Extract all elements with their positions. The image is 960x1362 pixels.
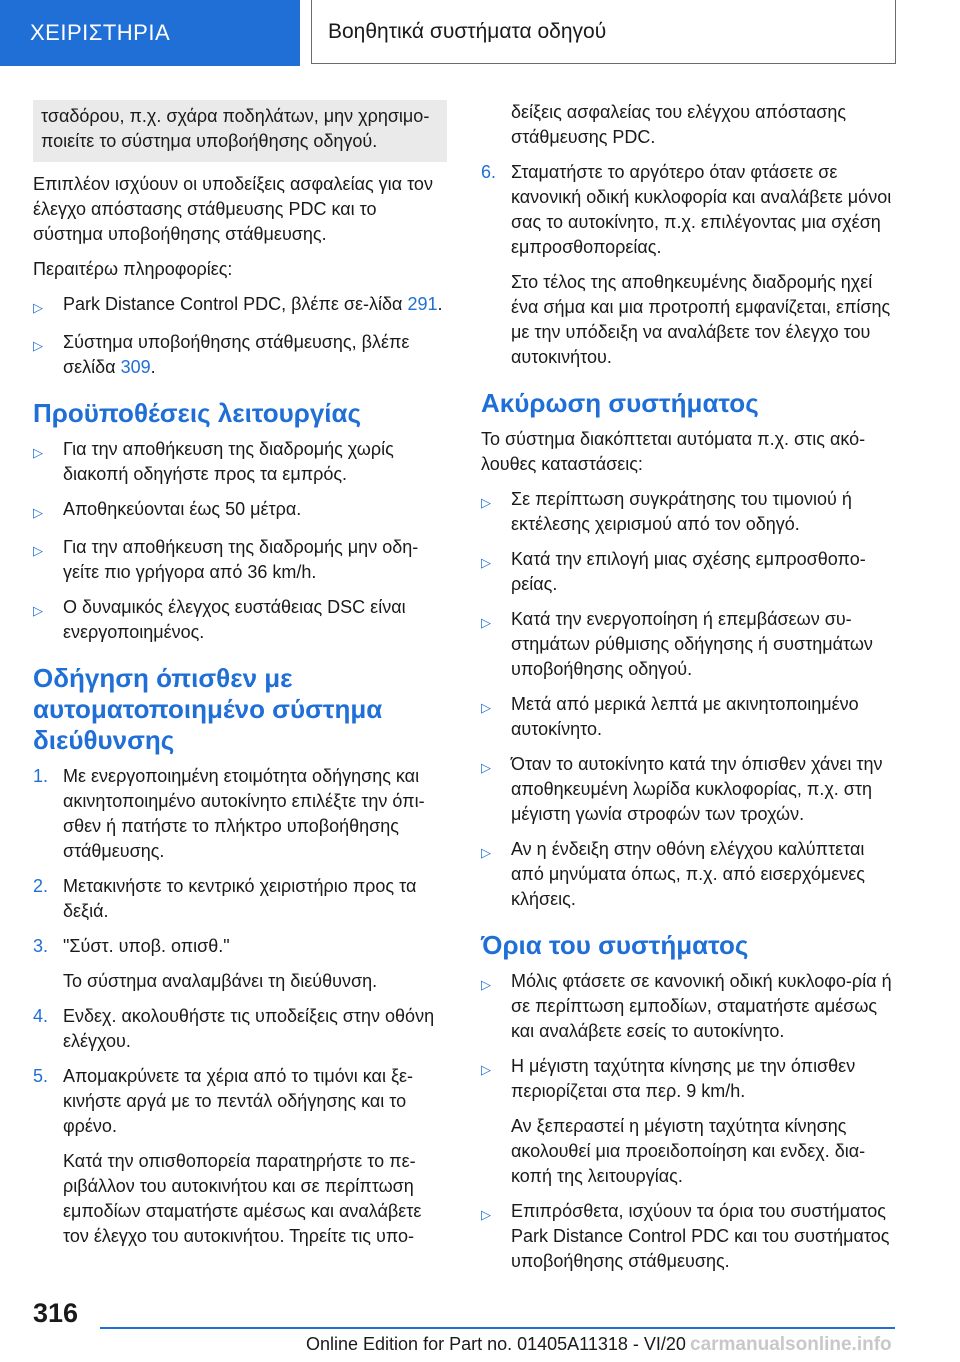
step-text: Σταματήστε το αργότερο όταν φτάσετε σε κανονική οδική κυκλοφορία και αναλάβετε μόνοι σας το αυτοκίνητο, π.χ. επιλέγοντας μια σχέση εμπροσθοπορείας. xyxy=(511,162,892,257)
paragraph: Το σύστημα διακόπτεται αυτόματα π.χ. στις ακό-λουθες καταστάσεις: xyxy=(481,429,866,474)
step-text: Με ενεργοποιημένη ετοιμότητα οδήγησης και ακινητοποιημένο αυτοκίνητο επιλέξτε την όπι-σθεν ή πατήστε το πλήκτρο υποβοήθησης στάθμευσης. xyxy=(63,766,425,861)
step-subtext: Κατά την οπισθοπορεία παρατηρήστε το πε-ριβάλλον του αυτοκινήτου και σε περίπτωση εμποδίων σταματήστε αμέσως και αναλάβετε τον έλεγχο του αυτοκινήτου. Τηρείτε τις υπο- xyxy=(63,1151,422,1246)
step-number: 2. xyxy=(33,876,49,896)
list-item-end: . xyxy=(150,357,156,377)
list-item-subtext: Αν ξεπεραστεί η μέγιστη ταχύτητα κίνησης ακολουθεί μια προειδοποίηση και ενδεχ. δια-κοπή της λειτουργίας. xyxy=(511,1116,866,1186)
heading-limits: Όρια του συστήματος xyxy=(481,930,749,960)
step-item xyxy=(481,160,895,370)
triangle-right-icon: ▷ xyxy=(33,300,43,315)
list-item xyxy=(481,487,895,537)
step-number: 6. xyxy=(481,162,497,182)
list-item xyxy=(33,437,447,487)
list-item-text: Κατά την επιλογή μιας σχέσης εμπροσθοπο-ρείας. xyxy=(511,549,866,594)
step-text: "Σύστ. υποβ. οπισθ." xyxy=(63,936,230,956)
list-item-end: . xyxy=(437,294,443,314)
step-subtext: Στο τέλος της αποθηκευμένης διαδρομής ηχεί ένα σήμα και μια προτροπή εμφανίζεται, επίσης με την υπόδειξη να αναλάβετε τον έλεγχο του αυτοκινήτου. xyxy=(511,272,891,367)
step-subtext: Το σύστημα αναλαμβάνει τη διεύθυνση. xyxy=(63,971,378,991)
list-item-text: Αν η ένδειξη στην οθόνη ελέγχου καλύπτεται από μηνύματα όπως, π.χ. από εισερχόμενες κλήσεις. xyxy=(511,839,865,909)
list-item xyxy=(33,595,447,645)
step-item xyxy=(33,1064,447,1249)
page-header xyxy=(0,0,960,66)
list-item-text: Όταν το αυτοκίνητο κατά την όπισθεν χάνει την αποθηκευμένη λωρίδα κυκλοφορίας, π.χ. στη μέγιστη γωνία στροφών των τροχών. xyxy=(511,754,883,824)
triangle-right-icon: ▷ xyxy=(33,505,43,520)
page-link[interactable]: 309 xyxy=(120,357,151,377)
triangle-right-icon: ▷ xyxy=(481,1062,491,1077)
step-item xyxy=(33,764,447,864)
step-continuation xyxy=(481,100,895,150)
list-item-text: Επιπρόσθετα, ισχύουν τα όρια του συστήματος Park Distance Control PDC και του συστήματος υποβοήθησης στάθμευσης. xyxy=(511,1201,890,1271)
triangle-right-icon: ▷ xyxy=(481,495,491,510)
list-item xyxy=(481,837,895,912)
list-item xyxy=(481,1199,895,1274)
warning-note: τσαδόρου, π.χ. σχάρα ποδηλάτων, μην χρησιμο-ποιείτε το σύστημα υποβοήθησης οδηγού. xyxy=(33,100,447,162)
right-column xyxy=(481,100,895,1284)
paragraph: Περαιτέρω πληροφορίες: xyxy=(33,259,233,279)
list-item-text: Μετά από μερικά λεπτά με ακινητοποιημένο αυτοκίνητο. xyxy=(511,694,859,739)
list-item-text: Ο δυναμικός έλεγχος ευστάθειας DSC είναι ενεργοποιημένος. xyxy=(63,597,406,642)
step-item xyxy=(33,934,447,994)
list-item-text: Σε περίπτωση συγκράτησης του τιμονιού ή εκτέλεσης χειρισμού από τον οδηγό. xyxy=(511,489,852,534)
left-column xyxy=(33,100,447,1259)
list-item xyxy=(481,607,895,682)
triangle-right-icon: ▷ xyxy=(481,700,491,715)
list-item-text: Σύστημα υποβοήθησης στάθμευσης, βλέπε σελίδα xyxy=(63,332,410,377)
triangle-right-icon: ▷ xyxy=(481,1207,491,1222)
triangle-right-icon: ▷ xyxy=(33,543,43,558)
list-item xyxy=(33,535,447,585)
step-number: 5. xyxy=(33,1066,49,1086)
triangle-right-icon: ▷ xyxy=(481,977,491,992)
list-item-text: Για την αποθήκευση της διαδρομής μην οδη-γείτε πιο γρήγορα από 36 km/h. xyxy=(63,537,419,582)
page-number: 316 xyxy=(33,1298,79,1328)
list-item-text: Αποθηκεύονται έως 50 μέτρα. xyxy=(63,499,302,519)
section-title: Βοηθητικά συστήματα οδηγού xyxy=(311,0,896,64)
list-item xyxy=(481,547,895,597)
triangle-right-icon: ▷ xyxy=(481,615,491,630)
page-link[interactable]: 291 xyxy=(407,294,438,314)
step-item xyxy=(33,874,447,924)
heading-cancel: Ακύρωση συστήματος xyxy=(481,388,759,418)
step-number: 1. xyxy=(33,766,49,786)
list-item xyxy=(481,969,895,1044)
heading-prerequisites: Προϋποθέσεις λειτουργίας xyxy=(33,398,362,428)
paragraph: Επιπλέον ισχύουν οι υποδείξεις ασφαλείας για τον έλεγχο απόστασης στάθμευσης PDC και το σύστημα υποβοήθησης στάθμευσης. xyxy=(33,174,433,244)
list-item-text: Για την αποθήκευση της διαδρομής χωρίς διακοπή οδηγήστε προς τα εμπρός. xyxy=(63,439,394,484)
step-text: Ενδεχ. ακολουθήστε τις υποδείξεις στην οθόνη ελέγχου. xyxy=(63,1006,435,1051)
list-item xyxy=(33,497,447,525)
step-number: 4. xyxy=(33,1006,49,1026)
list-item-text: Η μέγιστη ταχύτητα κίνησης με την όπισθεν περιορίζεται στα περ. 9 km/h. xyxy=(511,1056,856,1101)
triangle-right-icon: ▷ xyxy=(33,603,43,618)
list-item-text: Park Distance Control PDC, βλέπε σε-λίδα xyxy=(63,294,408,314)
list-item-text: Μόλις φτάσετε σε κανονική οδική κυκλοφο-ρία ή σε περίπτωση εμποδίων, σταματήστε αμέσως και αναλάβετε εσείς το αυτοκίνητο. xyxy=(511,971,892,1041)
edition-info: Online Edition for Part no. 01405A11318 - VI/20 xyxy=(306,1334,686,1354)
step-text: Μετακινήστε το κεντρικό χειριστήριο προς τα δεξιά. xyxy=(63,876,417,921)
list-item xyxy=(33,292,447,320)
triangle-right-icon: ▷ xyxy=(481,760,491,775)
list-item xyxy=(481,1054,895,1189)
triangle-right-icon: ▷ xyxy=(33,338,43,353)
step-number: 3. xyxy=(33,936,49,956)
step-text: δείξεις ασφαλείας του ελέγχου απόστασης στάθμευσης PDC. xyxy=(511,102,847,147)
list-item xyxy=(481,692,895,742)
heading-reverse-driving: Οδήγηση όπισθεν με αυτοματοποιημένο σύστημα διεύθυνσης xyxy=(33,663,383,755)
list-item xyxy=(33,330,447,380)
triangle-right-icon: ▷ xyxy=(481,845,491,860)
triangle-right-icon: ▷ xyxy=(481,555,491,570)
step-text: Απομακρύνετε τα χέρια από το τιμόνι και ξε-κινήστε αργά με το πεντάλ οδήγησης και το φρένο. xyxy=(63,1066,414,1136)
watermark: carmanualsonline.info xyxy=(690,1334,892,1355)
step-item xyxy=(33,1004,447,1054)
footer-divider xyxy=(100,1327,895,1329)
chapter-tab[interactable]: ΧΕΙΡΙΣΤΗΡΙΑ xyxy=(0,0,300,66)
list-item xyxy=(481,752,895,827)
list-item-text: Κατά την ενεργοποίηση ή επεμβάσεων συ-στημάτων ρύθμισης οδήγησης ή συστημάτων υποβοήθησης οδηγού. xyxy=(511,609,873,679)
triangle-right-icon: ▷ xyxy=(33,445,43,460)
